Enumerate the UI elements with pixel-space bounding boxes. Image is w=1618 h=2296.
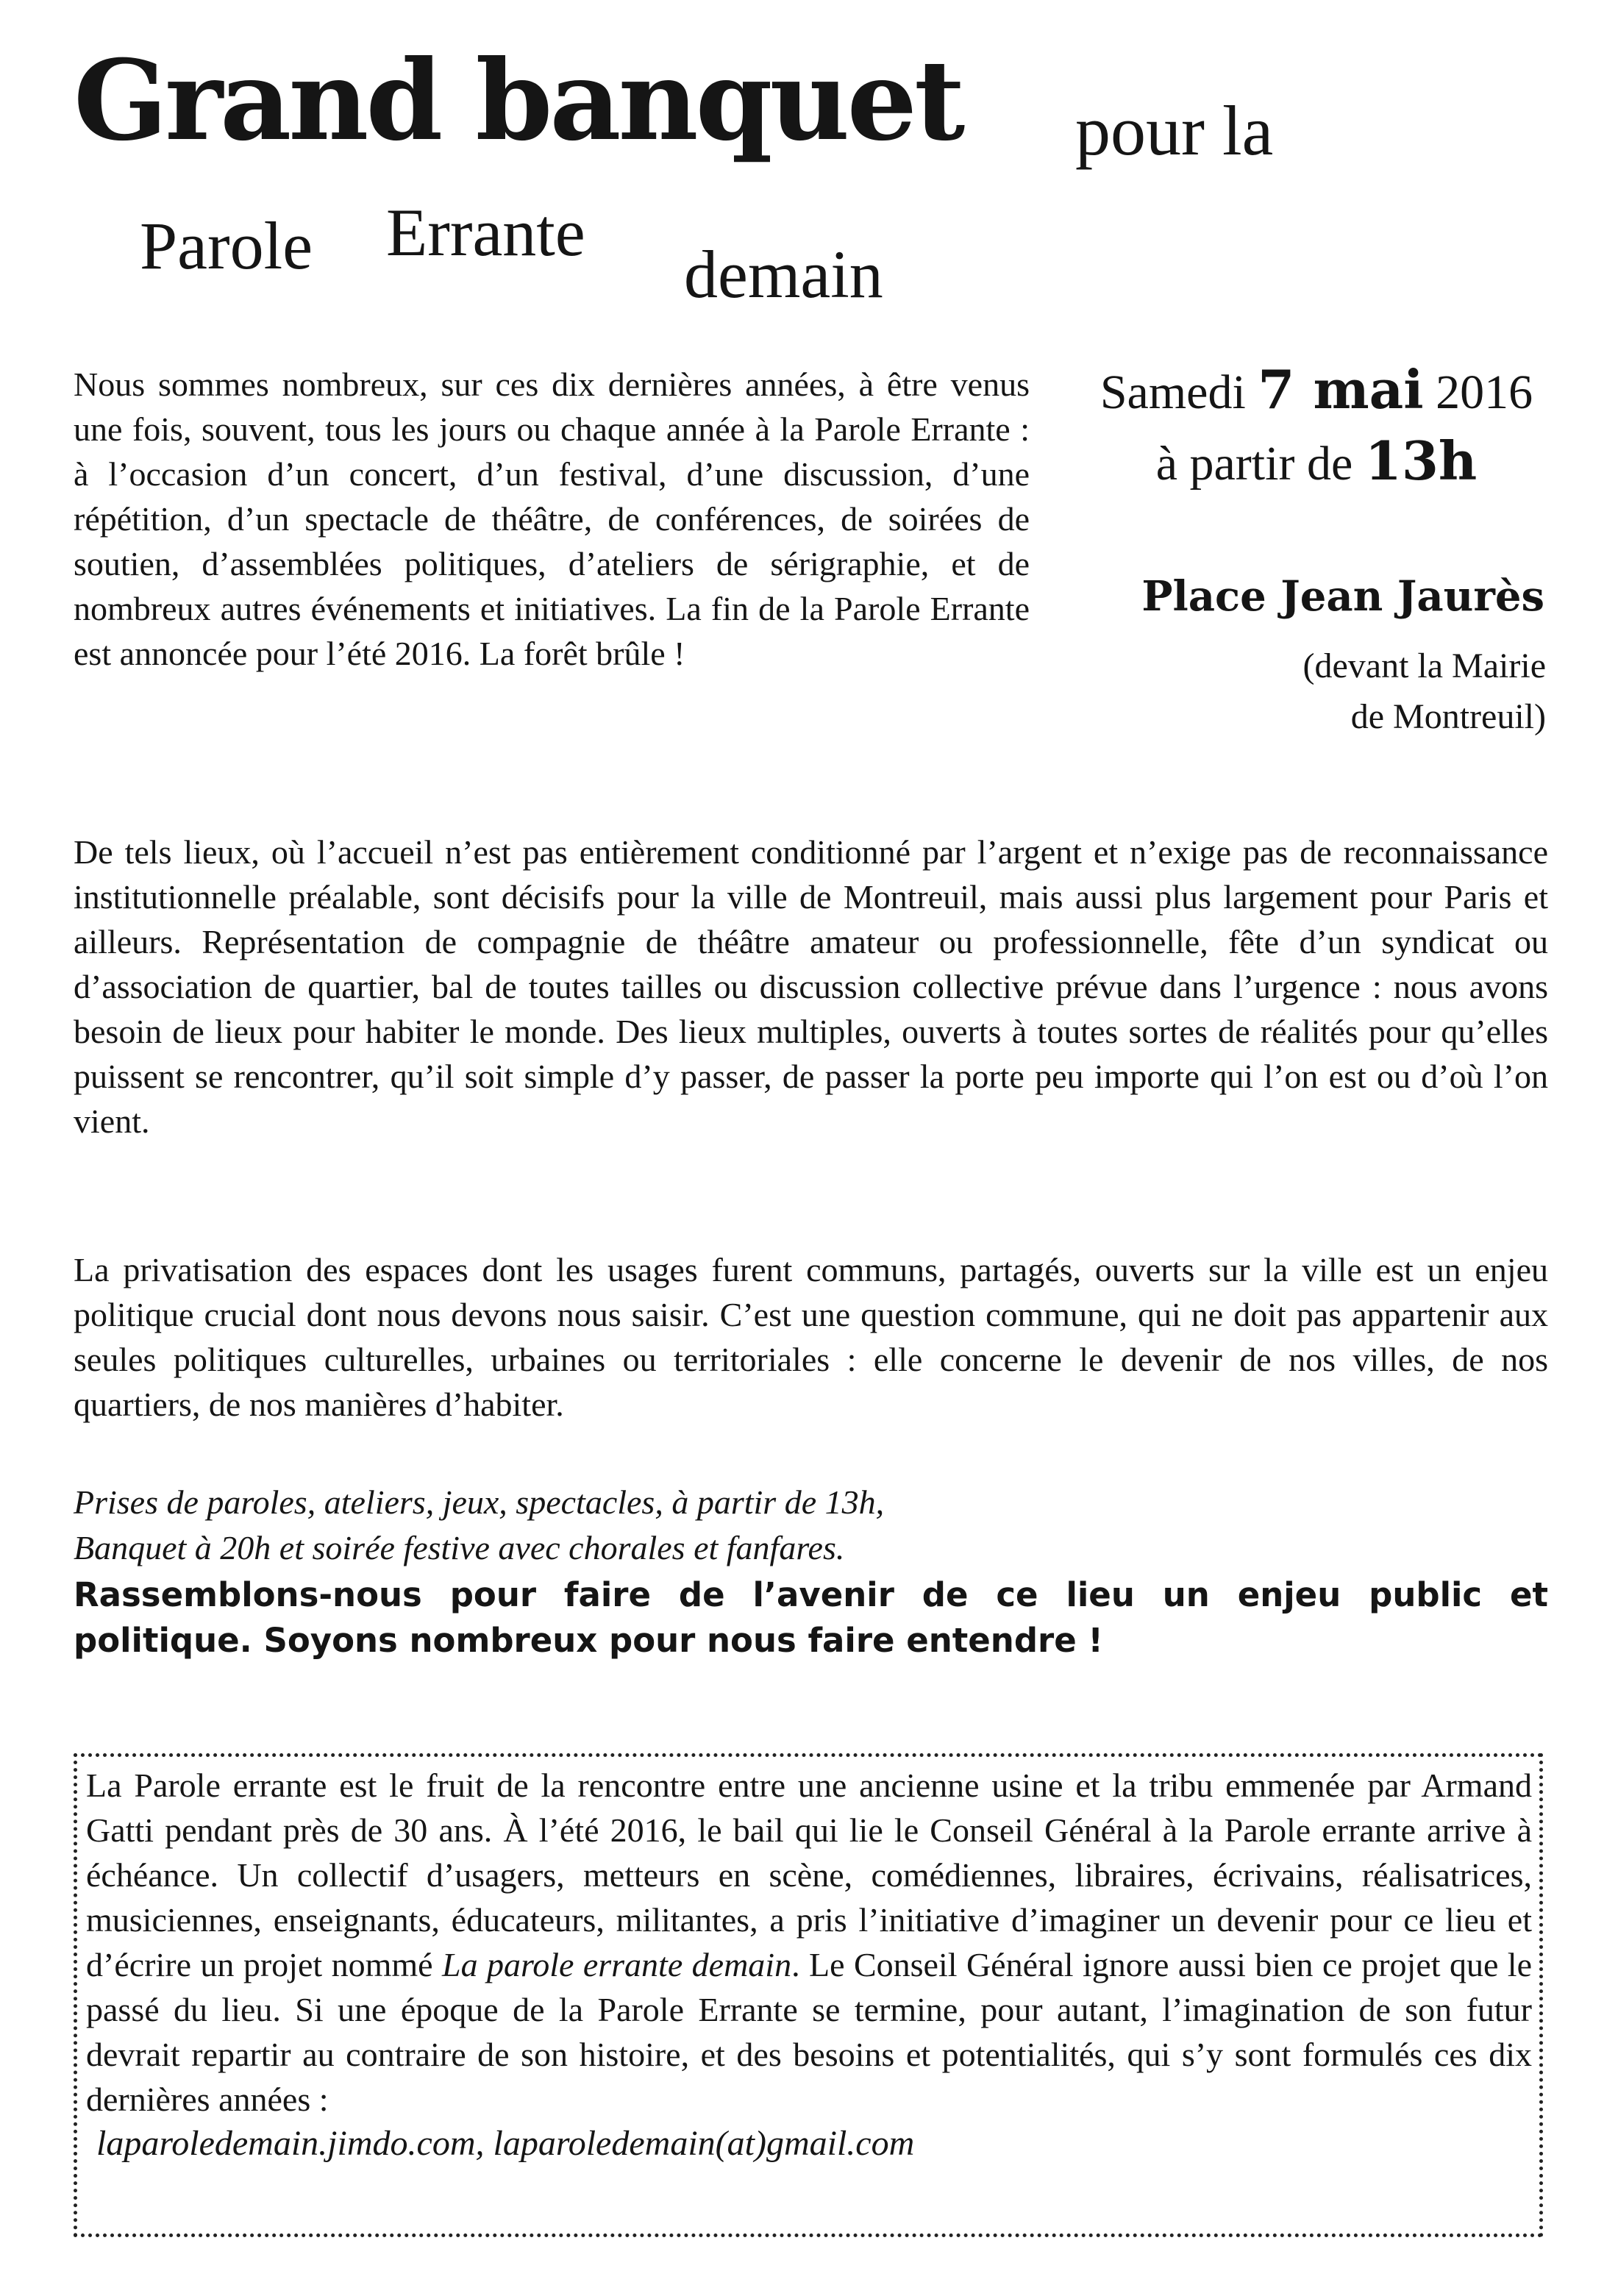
event-year: 2016	[1436, 366, 1533, 419]
intro-paragraph: Nous sommes nombreux, sur ces dix dernières années, à être venus une fois, souvent, tous les jours ou chaque année à la Parole Errante : à l’occasion d’un concert, d’un festival, d’une discussion, d’une répétition, d’un spectacle de théâtre, de conférences, de soirées de soutien, d’assemblées politiques, d’ateliers de sérigraphie, et de nombreux autres événements et initiatives. La fin de la Parole Errante est annoncée pour l’été 2016. La forêt brûle !	[74, 366, 1030, 672]
project-name: La parole errante demain	[441, 1946, 792, 1983]
event-place-detail-2: de Montreuil)	[1350, 697, 1546, 736]
event-place-detail-1: (devant la Mairie	[1302, 646, 1546, 685]
body-paragraph-privatisation: La privatisation des espaces dont les usages furent communs, partagés, ouverts sur la ville est un enjeu politique crucial dont nous devons nous saisir. C’est une question commune, qui ne doit pas appartenir aux seules politiques culturelles, urbaines ou territoriales : elle concerne le devenir de nos villes, de nos quartiers, de nos manières d’habiter.	[74, 1251, 1548, 1423]
rally-call: Rassemblons-nous pour faire de l’avenir de ce lieu un enjeu public et politique. Soyons nombreux pour nous faire entendre !	[74, 1575, 1548, 1660]
title-demain: demain	[684, 237, 883, 312]
program-line-1: Prises de paroles, ateliers, jeux, spectacles, à partir de 13h,	[74, 1483, 885, 1521]
event-time-prefix: à partir de	[1155, 437, 1353, 491]
title-parole: Parole	[140, 208, 313, 283]
page-title: Grand banquet	[74, 36, 963, 165]
event-day: Samedi	[1100, 366, 1246, 419]
event-time-value: 13h	[1364, 429, 1478, 492]
event-date	[1074, 360, 1559, 420]
title-pour-la: pour la	[1075, 91, 1274, 170]
contact-links[interactable]: laparoledemain.jimdo.com, laparoledemain(at)gmail.com	[96, 2124, 915, 2163]
info-box	[74, 1753, 1543, 2237]
event-date-bold: 7 mai	[1258, 358, 1424, 421]
event-time	[1074, 429, 1559, 492]
title-errante: Errante	[386, 195, 585, 270]
info-box-text	[86, 1763, 1532, 2122]
event-place: Place Jean Jaurès	[1141, 572, 1544, 621]
info-text-after: . Le Conseil Général ignore aussi bien ce projet que le passé du lieu. Si une époque de la Parole Errante se termine, pour autant, l’imagination de son futur devrait repartir au contraire de son histoire, et des besoins et potentialités, qui s’y sont formulés ces dix dernières années :	[86, 1946, 1532, 2118]
body-paragraph-places: De tels lieux, où l’accueil n’est pas entièrement conditionné par l’argent et n’exige pas de reconnaissance institutionnelle préalable, sont décisifs pour la ville de Montreuil, mais aussi plus largement pour Paris et ailleurs. Représentation de compagnie de théâtre amateur ou professionnelle, fête d’un syndicat ou d’association de quartier, bal de toutes tailles ou discussion collective prévue dans l’urgence : nous avons besoin de lieux pour habiter le monde. Des lieux multiples, ouverts à toutes sortes de réalités pour qu’elles puissent se rencontrer, qu’il soit simple d’y passer, de passer la porte peu importe qui l’on est ou d’où l’on vient.	[74, 833, 1548, 1140]
program-line-2: Banquet à 20h et soirée festive avec chorales et fanfares.	[74, 1529, 845, 1566]
info-text-before: La Parole errante est le fruit de la rencontre entre une ancienne usine et la tribu emmenée par Armand Gatti pendant près de 30 ans. À l’été 2016, le bail qui lie le Conseil Général à la Parole errante arrive à échéance. Un collectif d’usagers, metteurs en scène, comédiennes, libraires, écrivains, réalisatrices, musiciennes, enseignants, éducateurs, militantes, a pris l’initiative d’imaginer un devenir pour ce lieu et d’écrire un projet nommé	[86, 1766, 1532, 1983]
